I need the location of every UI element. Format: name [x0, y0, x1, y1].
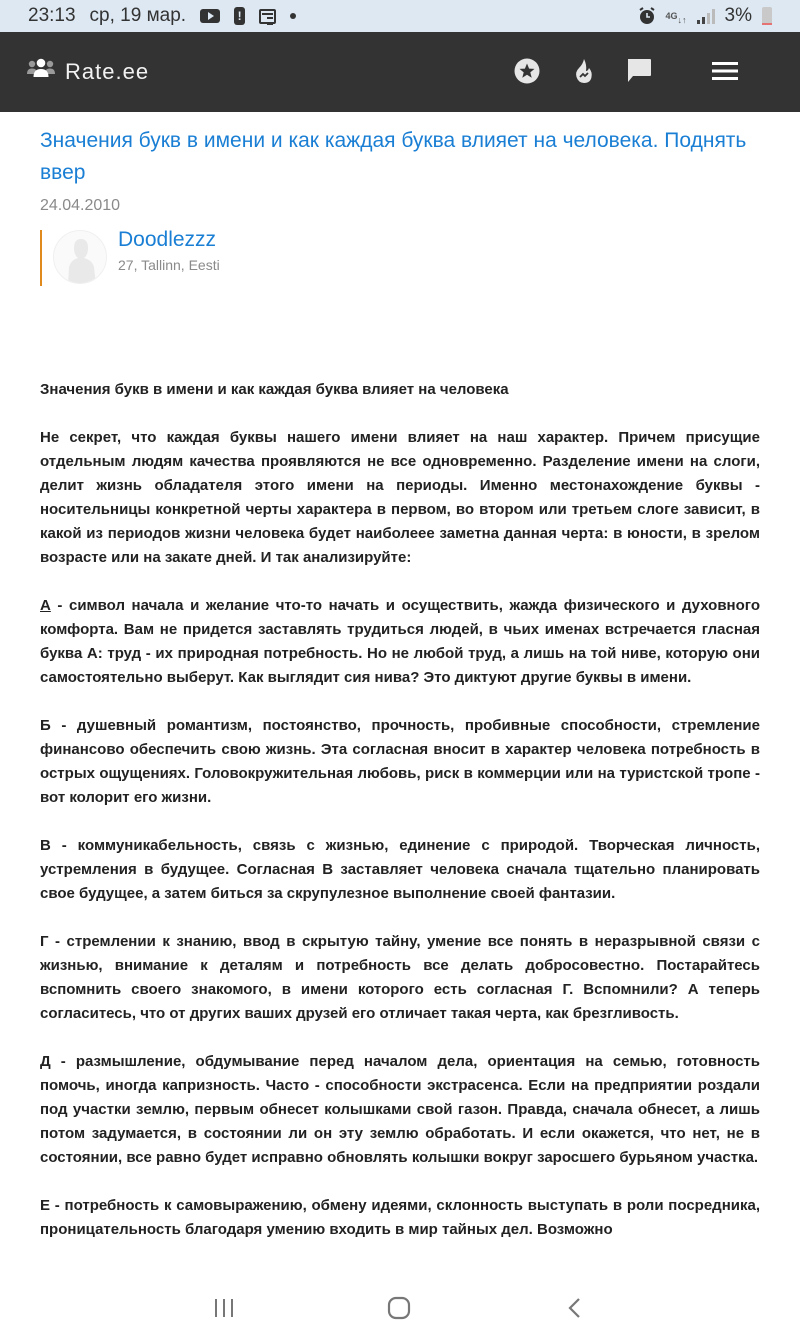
recent-apps-icon [213, 1298, 235, 1318]
author-name[interactable]: Doodlezzz [118, 228, 217, 251]
letter-label: Б [40, 717, 51, 734]
letter-text: - размышление, обдумывание перед началом дела, ориентация на семью, готовность помочь, иногда капризность. Часто - способности экстрасенса. Если на предприятии роздали под участки землю, первым обнесет колышками свой газон. Правда, сначала обнесет, а лишь потом задумается, в состоянии ли он эту землю обработать. И если окажется, что нет, не в состоянии, все равно будет исправно обновлять колышки вокруг заросшего бурьяном участка. [40, 1053, 760, 1166]
avatar[interactable] [53, 230, 107, 284]
back-button[interactable] [559, 1294, 589, 1322]
post-header [40, 112, 760, 286]
letter-paragraph [40, 1194, 760, 1242]
trending-button[interactable] [570, 59, 598, 87]
status-date: ср, 19 мар. [89, 5, 187, 26]
letter-paragraph [40, 1050, 760, 1170]
youtube-icon [200, 9, 220, 23]
letter-paragraph [40, 594, 760, 690]
letter-text: - коммуникабельность, связь с жизнью, единение с природой. Творческая личность, устремления в будущее. Согласная В заставляет человека сначала тщательно планировать свое будущее, а затем биться за скрупулезное выполнение своей фантазии. [40, 837, 760, 902]
letter-text: - потребность к самовыражению, обмену идеями, склонность выступать в роли посредника, проницательность благодаря умению входить в мир тайных дел. Возможно [40, 1197, 760, 1238]
chat-icon [626, 58, 652, 89]
hamburger-icon [712, 61, 738, 86]
battery-percent: 3% [724, 5, 752, 26]
brand-name: Rate.ee [65, 59, 150, 84]
system-nav-bar [0, 1276, 800, 1340]
letter-label: Д [40, 1053, 51, 1070]
letter-paragraph [40, 834, 760, 906]
site-header [0, 32, 800, 112]
alarm-icon [638, 7, 656, 25]
article-body [40, 378, 760, 1274]
network-label: 4G [665, 10, 678, 21]
letter-text: - душевный романтизм, постоянство, прочность, пробивные способности, стремление финансово обеспечить свою жизнь. Эта согласная вносит в характер человека потребность в острых ощущениях. Головокружительная любовь, риск в коммерции или на туристской тропе - вот колорит его жизни. [40, 717, 760, 806]
letter-label: А [40, 597, 51, 614]
star-circle-icon [514, 58, 540, 89]
network-4g-icon: 4G ↓↑ [665, 10, 687, 25]
favorites-button[interactable] [513, 59, 541, 87]
avatar-silhouette-icon [54, 231, 107, 284]
letter-text: - стремлении к знанию, ввод в скрытую тайну, умение все понять в неразрывной связи с жизнью, внимание к деталям и потребность все делать добросовестно. Постарайтесь вспомнить своего знакомого, в имени которого есть согласная Г. Вспомнили? А теперь согласитесь, что от других ваших друзей его отличает такая черта, как брезгливость. [40, 933, 760, 1022]
letter-text: - символ начала и желание что-то начать и осуществить, жажда физического и духовного комфорта. Вам не придется заставлять трудиться людей, в чьих именах встречается гласная буква А: труд - их природная потребность. Но не любой труд, а лишь на той ниве, которую они самостоятельно выберут. Как выглядит сия нива? Это диктуют другие буквы в имени. [40, 597, 760, 686]
letter-label: Е [40, 1197, 51, 1214]
status-time: 23:13 [28, 5, 76, 26]
recent-apps-button[interactable] [209, 1294, 239, 1322]
article-heading: Значения букв в имени и как каждая буква влияет на человека [40, 381, 509, 398]
author-card [40, 230, 760, 286]
letter-paragraph [40, 930, 760, 1026]
letter-paragraph [40, 714, 760, 810]
letter-label: В [40, 837, 51, 854]
post-date: 24.04.2010 [40, 197, 121, 214]
post-title[interactable]: Значения букв в имени и как каждая буква влияет на человека. Поднять ввер [40, 129, 747, 184]
battery-icon [762, 7, 772, 25]
article-intro: Не секрет, что каждая буквы нашего имени влияет на наш характер. Причем присущие отдельным людям качества проявляются не все одновременно. Разделение имени на слоги, делит жизнь обладателя этого имени на периоды. Именно местонахождение буквы - носительницы конкретной черты характера в первом, во втором или третьем слоге зависит, в какой из периодов жизни человека будет наиболеее заметна данная черта: в юности, в зрелом возрасте или на закате дней. И так анализируйте: [40, 429, 760, 566]
fire-icon [573, 58, 595, 89]
letter-label: Г [40, 933, 49, 950]
signal-icon [697, 8, 715, 24]
author-meta: 27, Tallinn, Eesti [118, 257, 220, 273]
alert-icon: ! [234, 7, 245, 25]
home-button[interactable] [384, 1294, 414, 1322]
dot-icon [290, 13, 296, 19]
menu-button[interactable] [711, 59, 739, 87]
back-icon [566, 1297, 582, 1319]
status-bar [0, 0, 800, 32]
home-icon [387, 1296, 411, 1320]
news-icon [259, 9, 276, 24]
messages-button[interactable] [625, 59, 653, 87]
